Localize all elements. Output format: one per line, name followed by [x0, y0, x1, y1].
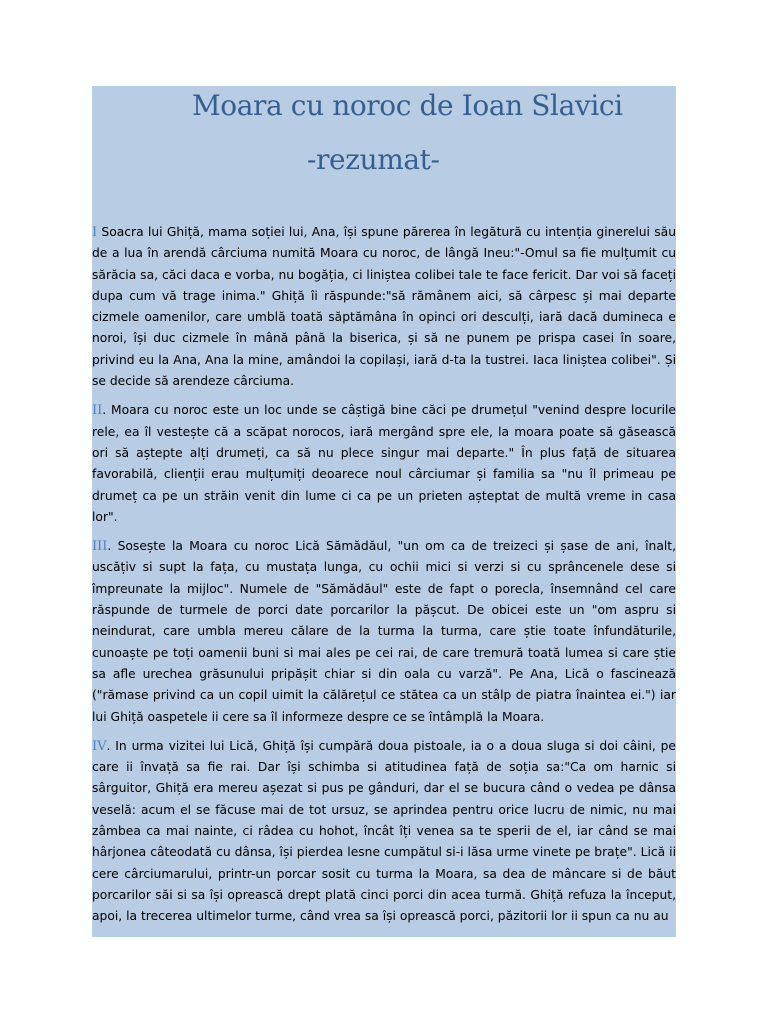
paragraph-numeral: III: [92, 539, 108, 555]
document-title: Moara cu noroc de Ioan Slavici: [192, 89, 623, 122]
document-panel: [92, 86, 676, 937]
paragraph-numeral: II: [92, 403, 103, 419]
paragraph-3: [92, 536, 676, 728]
document-body: [92, 222, 676, 936]
paragraph-text: Soacra lui Ghiță, mama soției lui, Ana, își spune părerea în legătură cu intenția ginerelui său de a lua în arendă cârciuma numită Moara cu noroc, de lângă Ineu:"-Omul sa fie mulțumit cu sărăcia sa, căci daca e vorba, nu bogăția, ci liniștea colibei tale te face fericit. Dar voi să faceți dupa cum vă trage inima." Ghiță îi răspunde:"să rămânem aici, să cârpesc și mai departe cizmele oamenilor, care umblă toată săptămâna în opinci ori desculți, iară dacă dumineca e noroi, își duc cizmele în mână până la biserica, și să ne punem pe prispa casei în soare, privind eu la Ana, Ana la mine, amândoi la copilași, iară d-ta la tustrei. Iaca liniștea colibei". Și se decide să arendeze cârciuma.: [92, 225, 676, 389]
paragraph-1: [92, 222, 676, 392]
paragraph-text: . Sosește la Moara cu noroc Lică Sămădăul, "un om ca de treizeci și șase de ani, înalt, uscățiv si supt la fața, cu mustața lunga, cu ochii mici si verzi si cu sprâncenele dese si împreunate la mijloc". Numele de "Sămădăul" este de fapt o porecla, însemnând cel care răspunde de turmele de porci date porcarilor la pășcut. De obicei este un "om aspru si neindurat, care umbla mereu călare de la turma la turma, care știe toate înfundăturile, cunoaște pe toți oamenii buni si mai ales pe cei rai, de care tremură toată lumea si care știe sa afle urechea grăsunului pripășit chiar si din oala cu varză". Pe Ana, Lică o fascinează ("rămase privind ca un copil uimit la călărețul ce stătea ca un stâlp de piatra înaintea ei.") iar lui Ghiță oaspetele ii cere sa îl informeze despre ce se întâmplă la Moara.: [92, 539, 676, 724]
paragraph-2: [92, 400, 676, 528]
paragraph-text: . Moara cu noroc este un loc unde se câștigă bine căci pe drumețul "venind despre locurile rele, ea îl vestește că a scăpat norocos, iară mergând spre ele, la moara poate să găsească ori să aștepte alți drumeți, ca să nu plece singur mai departe." În plus față de situarea favorabilă, clienții erau mulțumiți deoarece noul cârciumar și familia sa "nu îl primeau pe drumeț ca pe un străin venit din lume ci ca pe un prieten așteptat de multă vreme in casa lor".: [92, 403, 676, 524]
document-subtitle: -rezumat-: [307, 143, 440, 176]
paragraph-numeral: I: [92, 225, 98, 240]
paragraph-text: . In urma vizitei lui Lică, Ghiță își cumpără doua pistoale, ia o a doua sluga si doi câini, pe care ii învață sa fie rai. Dar își schimba si atitudinea față de soția sa:"Ca om harnic si sârguitor, Ghiță era mereu așezat si pus pe gânduri, dar el se bucura când o vedea pe dânsa veselă: acum el se făcuse mai de tot ursuz, se aprindea pentru orice lucru de nimic, nu mai zâmbea ca mai nainte, ci râdea cu hohot, încât îți venea sa te sperii de el, iar când se mai hârjonea câteodată cu dânsa, își pierdea lesne cumpătul si-i lăsa urme vinete pe brațe". Lică ii cere cârciumarului, printr-un porcar sosit cu turma la Moara, sa dea de mâncare si de băut porcarilor săi si sa își oprească drept plată cinci porci din acea turmă. Ghiță refuza la început, apoi, la trecerea ultimelor turme, când vrea sa își oprească porci, păzitorii lor ii spun ca nu au: [92, 738, 676, 924]
paragraph-4: [92, 736, 676, 928]
paragraph-numeral: IV: [92, 738, 107, 754]
